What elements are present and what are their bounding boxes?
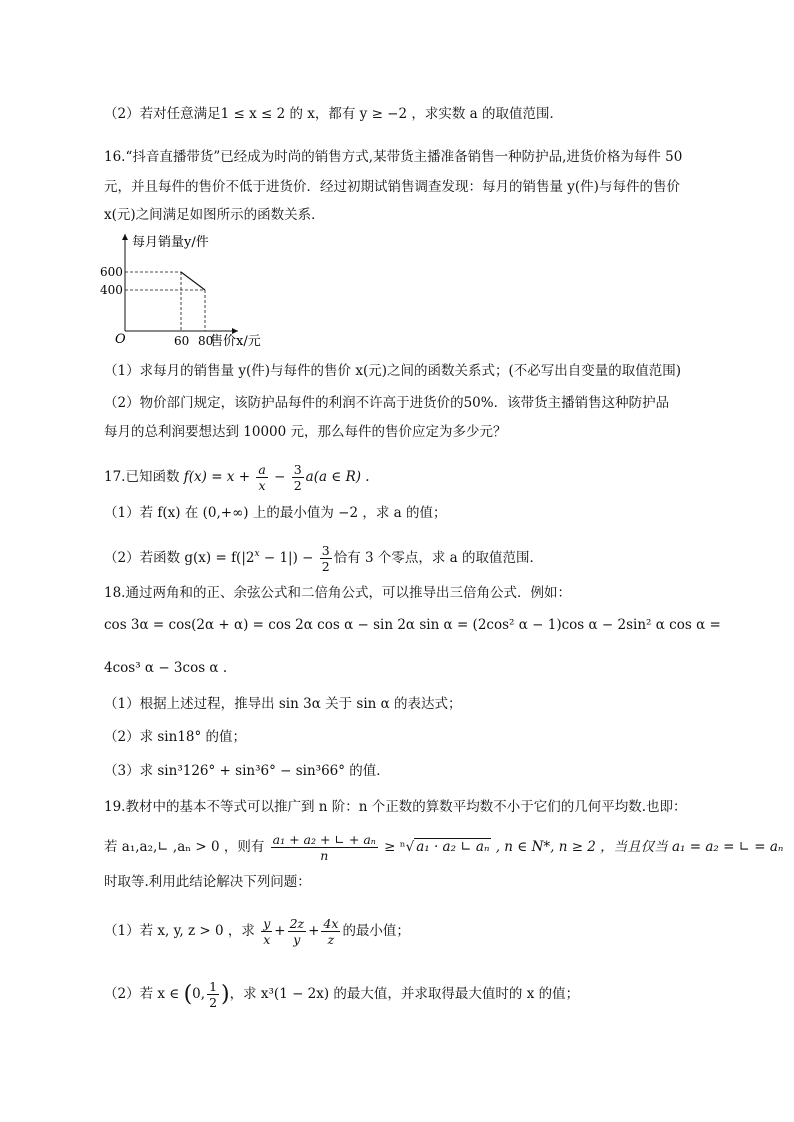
problem-19-stem-line-3: 时取等.利用此结论解决下列问题： — [104, 874, 311, 890]
part-2-prefix: （2）若 x ∈ — [104, 986, 180, 1002]
sales-price-chart — [96, 228, 326, 353]
frac-den: x — [258, 478, 266, 493]
origin-label: O — [115, 332, 126, 347]
frac-den: 2 — [209, 995, 218, 1010]
nth-root-symbol: ⁿ√ — [399, 839, 415, 855]
frac-num: a — [258, 462, 266, 477]
problem-17-stem — [104, 462, 370, 493]
geq-sign: ≥ — [379, 839, 400, 855]
fraction-3-over-2 — [320, 543, 332, 574]
part-2-tail: ，求 x³(1 − 2x) 的最大值，并求取得最大值时的 x 的值； — [229, 986, 580, 1002]
problem-19-part-2 — [104, 979, 579, 1010]
problem-16-part-1: （1）求每月的销售量 y(件)与每件的售价 x(元)之间的函数关系式；(不必写出自变量的取值范围) — [104, 363, 682, 379]
y-tick-label-400: 400 — [100, 283, 123, 297]
exponent-x: x — [254, 549, 260, 559]
fraction-3-over-2 — [292, 462, 304, 493]
x-tick-label-80: 80 — [198, 334, 214, 348]
fraction-y-over-x — [261, 916, 272, 947]
x-axis-label: 售价x/元 — [210, 334, 261, 349]
problem-18-stem: 18.通过两角和的正、余弦公式和二倍角公式，可以推导出三倍角公式．例如： — [104, 585, 571, 601]
frac-den: z — [327, 932, 335, 947]
frac-den: 2 — [293, 478, 302, 493]
problem-19-stem-line-1: 19.教材中的基本不等式可以推广到 n 阶：n 个正数的算数平均数不小于它们的几何平均数.也即： — [104, 799, 687, 815]
problem-17-intro: 17.已知函数 — [104, 469, 184, 485]
arithmetic-mean-fraction — [271, 832, 378, 863]
part-2-prefix: （2）若函数 g(x) = f(|2 — [104, 550, 255, 566]
part-2-tail: 恰有 3 个零点，求 a 的取值范围． — [333, 550, 544, 566]
frac-den: 2 — [321, 559, 330, 574]
frac-num: 4x — [323, 916, 339, 931]
frac-den: x — [263, 932, 271, 947]
premise: 若 a₁,a₂,∟ ,aₙ > 0 ，则有 — [104, 839, 265, 855]
problem-16-part-2-line-1: （2）物价部门规定，该防护品每件的利润不许高于进货价的50%．该带货主播销售这种防护品 — [104, 395, 670, 411]
frac-num: 2z — [289, 916, 305, 931]
problem-17-part-1: （1）若 f(x) 在 (0,+∞) 上的最小值为 −2 ，求 a 的值； — [104, 505, 447, 521]
minus-sign: − — [269, 469, 290, 485]
fraction-4x-over-z — [321, 916, 340, 947]
frac-num: y — [263, 916, 271, 931]
problem-15-part-2: （2）若对任意满足1 ≤ x ≤ 2 的 x，都有 y ≥ −2 ，求实数 a 的取值范围． — [104, 106, 563, 122]
frac-num: 3 — [293, 462, 302, 477]
series-line — [181, 272, 205, 290]
frac-num: 3 — [321, 543, 330, 558]
problem-18-part-3: （3）求 sin³126° + sin³6° − sin³66° 的值． — [104, 763, 390, 779]
frac-num: a₁ + a₂ + ∟ + aₙ — [272, 832, 376, 847]
fraction-2z-over-y — [288, 916, 307, 947]
frac-den: y — [293, 932, 301, 947]
triple-angle-result: 4cos³ α − 3cos α . — [104, 660, 228, 676]
problem-16-stem-line-1: 16.“抖音直播带货”已经成为时尚的销售方式,某带货主播准备销售一种防护品,进货价格为每件 50 — [104, 149, 683, 165]
geometric-mean-radicand: a₁ · a₂ ∟ aₙ — [416, 839, 490, 855]
problem-16-stem-line-2: 元，并且每件的售价不低于进货价．经过初期试销售调查发现：每月的销售量 y(件)与每件的售价 — [104, 179, 680, 195]
interval-start: 0, — [192, 986, 206, 1002]
x-tick-label-60: 60 — [174, 334, 190, 348]
problem-17-tail: a(a ∈ R) . — [305, 469, 370, 485]
y-tick-label-600: 600 — [100, 265, 123, 279]
part-2-mid: − 1|) − — [259, 550, 314, 566]
left-paren: ( — [183, 982, 193, 1007]
problem-18-part-1: （1）根据上述过程，推导出 sin 3α 关于 sin α 的表达式； — [104, 696, 462, 712]
right-paren: ) — [221, 982, 230, 1007]
problem-17-part-2 — [104, 543, 543, 574]
frac-den: n — [320, 848, 329, 863]
problem-18-part-2: （2）求 sin18° 的值； — [104, 729, 247, 745]
problem-19-part-1: （1）若 x, y, z > 0 ，求 $\frac{y}{x}$ + $\frac{2z}{y}$ + $\frac{4x}{z}$ 的最小值； — [104, 916, 410, 947]
y-axis-label: 每月销量y/件 — [132, 235, 209, 250]
problem-16-stem-line-3: x(元)之间满足如图所示的函数关系． — [104, 207, 325, 223]
fraction-a-over-x — [256, 462, 267, 493]
problem-16-part-2-line-2: 每月的总利润要想达到 10000 元，那么每件的售价应定为多少元？ — [104, 424, 507, 440]
function-f-def: f(x) = x + — [183, 469, 251, 485]
problem-19-stem-line-2 — [104, 832, 783, 863]
part-1-tail: 的最小值； — [342, 923, 410, 939]
part-1-prefix: （1）若 x, y, z > 0 ，求 — [104, 923, 255, 939]
fraction-1-over-2 — [207, 979, 219, 1010]
condition-text: , n ∈ N*, n ≥ 2 ，当且仅当 a₁ = a₂ = ∟ = aₙ — [491, 839, 784, 855]
triple-angle-derivation: cos 3α = cos(2α + α) = cos 2α cos α − sin 2α sin α = (2cos² α − 1)cos α − 2sin² α cos α = — [104, 617, 721, 633]
frac-num: 1 — [209, 979, 218, 994]
